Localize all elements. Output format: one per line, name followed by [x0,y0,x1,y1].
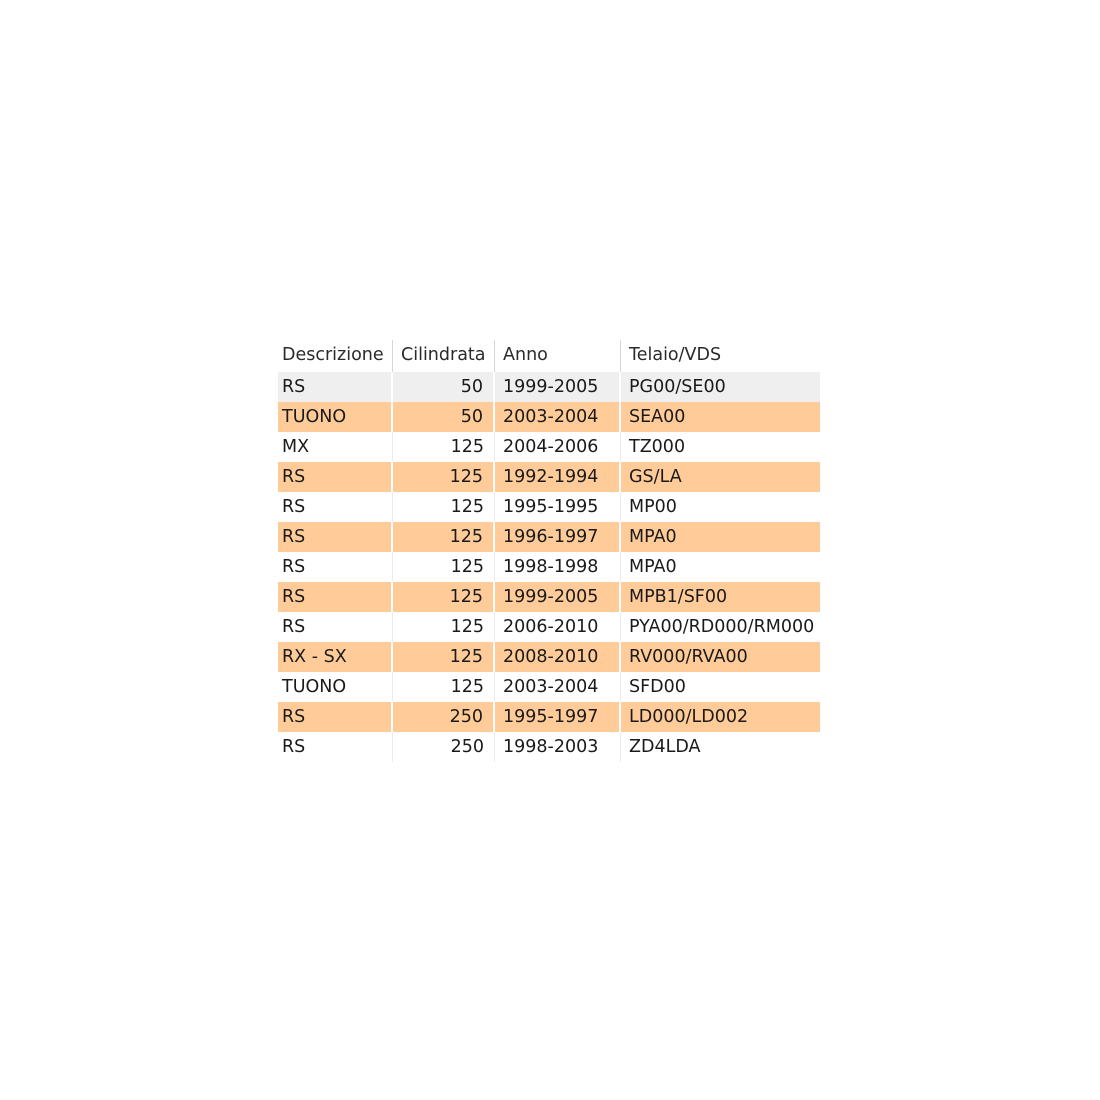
cell-anno: 1999-2005 [495,372,621,402]
cell-descrizione: TUONO [278,672,393,702]
cell-telaio: PG00/SE00 [621,372,820,402]
cell-anno: 1998-2003 [495,732,621,762]
table-row[interactable] [278,522,820,552]
cell-descrizione: RS [278,552,393,582]
cell-telaio: MP00 [621,492,820,522]
table-row[interactable] [278,432,820,462]
table-row[interactable] [278,552,820,582]
cell-telaio: MPA0 [621,552,820,582]
cell-anno: 1998-1998 [495,552,621,582]
column-header-telaio[interactable]: Telaio/VDS [629,345,722,365]
table-body [278,372,820,762]
cell-cilindrata: 250 [393,702,495,732]
cell-descrizione: RX - SX [278,642,393,672]
table-row[interactable] [278,582,820,612]
compatibility-table [278,340,820,762]
cell-descrizione: MX [278,432,393,462]
cell-descrizione: RS [278,492,393,522]
cell-telaio: RV000/RVA00 [621,642,820,672]
table-row[interactable] [278,462,820,492]
cell-cilindrata: 250 [393,732,495,762]
table-row[interactable] [278,492,820,522]
table-row[interactable] [278,672,820,702]
cell-telaio: GS/LA [621,462,820,492]
cell-descrizione: TUONO [278,402,393,432]
table-header-row [278,340,820,372]
cell-cilindrata: 50 [393,402,495,432]
column-header-anno[interactable]: Anno [495,340,621,372]
cell-cilindrata: 50 [393,372,495,402]
table-row[interactable] [278,732,820,762]
table-row[interactable] [278,702,820,732]
cell-anno: 2008-2010 [495,642,621,672]
cell-descrizione: RS [278,582,393,612]
cell-cilindrata: 125 [393,582,495,612]
cell-cilindrata: 125 [393,522,495,552]
cell-anno: 2003-2004 [495,402,621,432]
cell-descrizione: RS [278,522,393,552]
table-row[interactable] [278,612,820,642]
cell-telaio: LD000/LD002 [621,702,820,732]
cell-telaio: MPA0 [621,522,820,552]
cell-cilindrata: 125 [393,552,495,582]
cell-telaio: SFD00 [621,672,820,702]
cell-anno: 1995-1997 [495,702,621,732]
cell-anno: 2004-2006 [495,432,621,462]
cell-anno: 1996-1997 [495,522,621,552]
cell-telaio: TZ000 [621,432,820,462]
cell-anno: 1992-1994 [495,462,621,492]
cell-telaio: MPB1/SF00 [621,582,820,612]
cell-descrizione: RS [278,462,393,492]
column-header-descrizione[interactable]: Descrizione [278,340,393,372]
column-header-cilindrata[interactable]: Cilindrata [393,340,495,372]
cell-anno: 2006-2010 [495,612,621,642]
cell-telaio: SEA00 [621,402,820,432]
cell-descrizione: RS [278,612,393,642]
table-row[interactable] [278,402,820,432]
cell-cilindrata: 125 [393,492,495,522]
table-row[interactable] [278,372,820,402]
cell-descrizione: RS [278,372,393,402]
cell-cilindrata: 125 [393,432,495,462]
table-row[interactable] [278,642,820,672]
cell-descrizione: RS [278,732,393,762]
cell-cilindrata: 125 [393,642,495,672]
cell-anno: 1999-2005 [495,582,621,612]
cell-cilindrata: 125 [393,672,495,702]
cell-telaio: ZD4LDA [621,732,820,762]
cell-anno: 2003-2004 [495,672,621,702]
cell-descrizione: RS [278,702,393,732]
cell-anno: 1995-1995 [495,492,621,522]
cell-cilindrata: 125 [393,462,495,492]
cell-cilindrata: 125 [393,612,495,642]
cell-telaio: PYA00/RD000/RM000 [621,612,820,642]
